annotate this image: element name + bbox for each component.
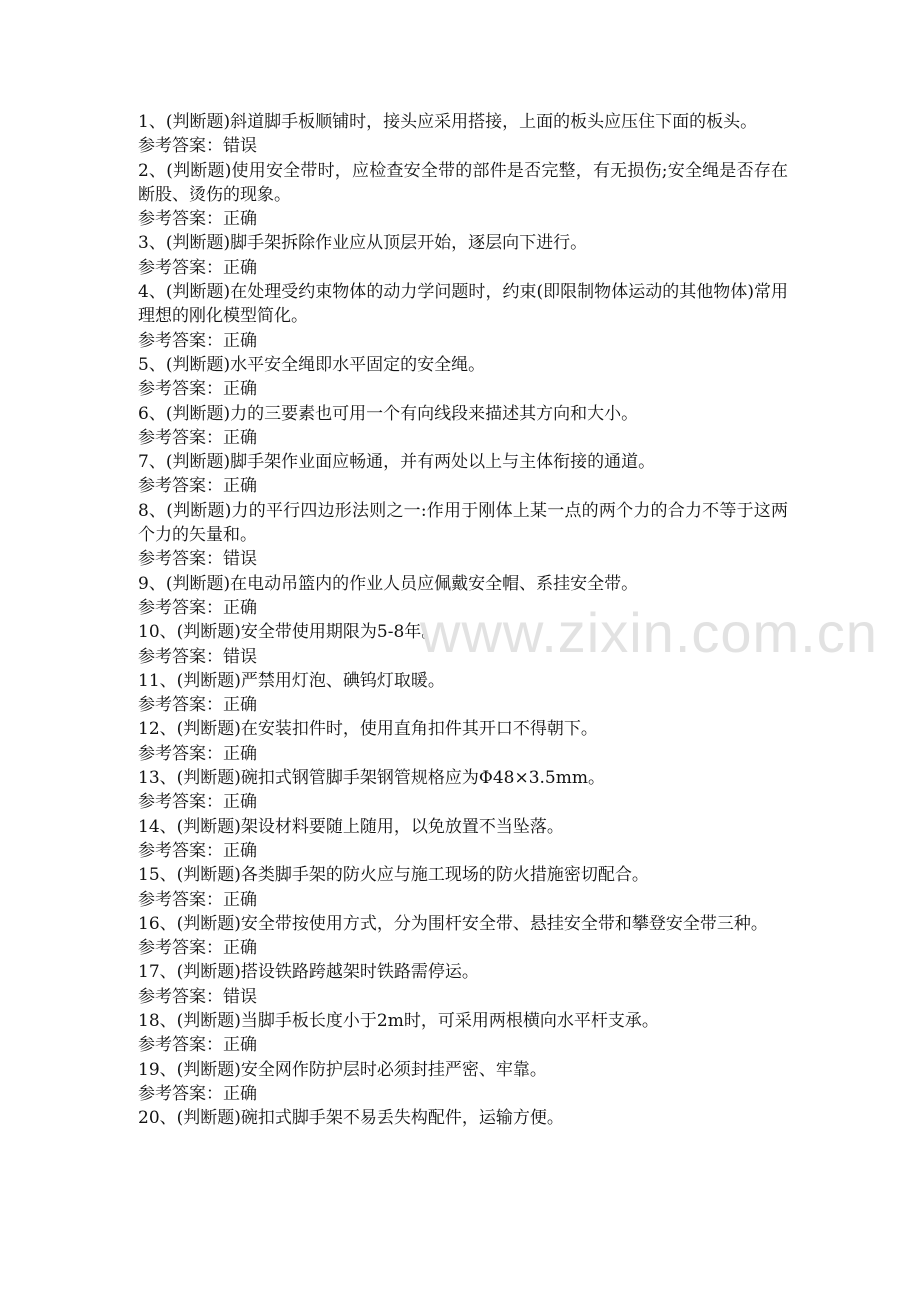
answer-text: 参考答案：正确 bbox=[138, 695, 257, 716]
question-text: 20、(判断题)碗扣式脚手架不易丢失构配件，运输方便。 bbox=[138, 1108, 564, 1129]
question-text: 19、(判断题)安全网作防护层时必须封挂严密、牢靠。 bbox=[138, 1059, 547, 1080]
question-text: 4、(判断题)在处理受约束物体的动力学问题时，约束(即限制物体运动的其他物体)常用理想的刚化模型简化。 bbox=[138, 282, 788, 327]
question-text: 12、(判断题)在安装扣件时，使用直角扣件其开口不得朝下。 bbox=[138, 719, 598, 740]
answer-text: 参考答案：正确 bbox=[138, 209, 257, 230]
question-text: 9、(判断题)在电动吊篮内的作业人员应佩戴安全帽、系挂安全带。 bbox=[138, 573, 639, 594]
question-text: 13、(判断题)碗扣式钢管脚手架钢管规格应为Φ48×3.5mm。 bbox=[138, 768, 605, 789]
answer-text: 参考答案：正确 bbox=[138, 379, 257, 400]
answer-text: 参考答案：正确 bbox=[138, 1083, 257, 1104]
question-text: 17、(判断题)搭设铁路跨越架时铁路需停运。 bbox=[138, 962, 479, 983]
question-text: 2、(判断题)使用安全带时，应检查安全带的部件是否完整，有无损伤;安全绳是否存在断股、烫伤的现象。 bbox=[138, 160, 788, 205]
answer-text: 参考答案：正确 bbox=[138, 1035, 257, 1056]
answer-text: 参考答案：正确 bbox=[138, 597, 257, 618]
watermark: www.zixin.com.cn bbox=[420, 601, 878, 664]
answer-text: 参考答案：正确 bbox=[138, 743, 257, 764]
question-text: 10、(判断题)安全带使用期限为5-8年。 bbox=[138, 622, 439, 643]
question-text: 11、(判断题)严禁用灯泡、碘钨灯取暖。 bbox=[138, 670, 445, 691]
answer-text: 参考答案：正确 bbox=[138, 330, 257, 351]
question-text: 3、(判断题)脚手架拆除作业应从顶层开始，逐层向下进行。 bbox=[138, 233, 588, 254]
question-text: 5、(判断题)水平安全绳即水平固定的安全绳。 bbox=[138, 354, 486, 375]
answer-text: 参考答案：正确 bbox=[138, 889, 257, 910]
answer-text: 参考答案：错误 bbox=[138, 646, 257, 667]
question-text: 16、(判断题)安全带按使用方式，分为围杆安全带、悬挂安全带和攀登安全带三种。 bbox=[138, 913, 768, 934]
question-text: 1、(判断题)斜道脚手板顺铺时，接头应采用搭接，上面的板头应压住下面的板头。 bbox=[138, 112, 758, 132]
question-text: 7、(判断题)脚手架作业面应畅通，并有两处以上与主体衔接的通道。 bbox=[138, 452, 656, 473]
answer-text: 参考答案：正确 bbox=[138, 840, 257, 861]
question-text: 8、(判断题)力的平行四边形法则之一:作用于刚体上某一点的两个力的合力不等于这两个力的矢量和。 bbox=[138, 500, 788, 546]
answer-text: 参考答案：正确 bbox=[138, 476, 257, 497]
answer-text: 参考答案：正确 bbox=[138, 427, 257, 448]
answer-text: 参考答案：错误 bbox=[138, 549, 257, 570]
question-text: 6、(判断题)力的三要素也可用一个有向线段来描述其方向和大小。 bbox=[138, 403, 639, 424]
answer-text: 参考答案：正确 bbox=[138, 938, 257, 959]
question-text: 14、(判断题)架设材料要随上随用，以免放置不当坠落。 bbox=[138, 816, 564, 837]
document-body bbox=[138, 110, 788, 1130]
answer-text: 参考答案：错误 bbox=[138, 986, 257, 1007]
answer-text: 参考答案：错误 bbox=[138, 136, 257, 157]
answer-text: 参考答案：正确 bbox=[138, 257, 257, 278]
answer-text: 参考答案：正确 bbox=[138, 792, 257, 813]
question-text: 15、(判断题)各类脚手架的防火应与施工现场的防火措施密切配合。 bbox=[138, 865, 649, 886]
question-text: 18、(判断题)当脚手板长度小于2m时，可采用两根横向水平杆支承。 bbox=[138, 1010, 659, 1031]
